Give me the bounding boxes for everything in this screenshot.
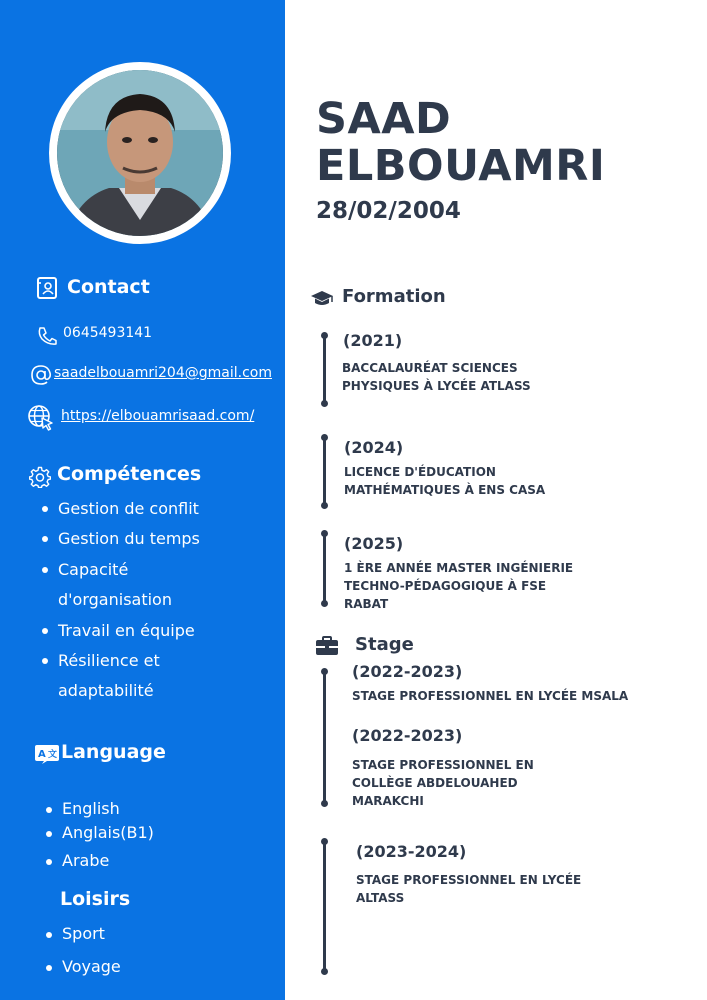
globe-cursor-icon	[27, 404, 55, 436]
briefcase-icon	[315, 636, 339, 660]
timeline-dot	[321, 968, 328, 975]
timeline-dot	[321, 838, 328, 845]
contact-card-icon	[36, 277, 58, 303]
skill-item: Gestion du temps	[38, 524, 258, 554]
full-name	[316, 96, 605, 190]
hobby-item: Sport	[42, 922, 242, 946]
skill-item: Gestion de conflit	[38, 494, 258, 524]
formation-description: BACCALAURÉAT SCIENCES PHYSIQUES À LYCÉE ATLASS	[342, 361, 531, 393]
formation-description: 1 ÈRE ANNÉE MASTER INGÉNIERIE TECHNO-PÉDAGOGIQUE À FSE RABAT	[344, 561, 574, 611]
hobbies-title: Loisirs	[60, 888, 131, 910]
timeline-dot	[321, 434, 328, 441]
timeline-line	[323, 336, 326, 404]
timeline-dot	[321, 332, 328, 339]
skill-item: Capacité d'organisation	[38, 555, 178, 616]
stage-description: STAGE PROFESSIONNEL EN COLLÈGE ABDELOUAHED MARAKCHI	[352, 758, 534, 808]
language-list	[42, 797, 242, 873]
skill-item: Travail en équipe	[38, 616, 258, 646]
language-title: Language	[61, 741, 166, 763]
timeline-dot	[321, 668, 328, 675]
stage-year: (2022-2023)	[352, 662, 463, 681]
profile-photo	[57, 70, 223, 236]
formation-year: (2025)	[344, 534, 404, 553]
timeline-dot	[321, 502, 328, 509]
email-link[interactable]: saadelbouamri204@gmail.com	[54, 365, 272, 381]
stage-year: (2022-2023)	[352, 726, 463, 745]
gear-icon	[29, 466, 51, 492]
hobby-item: Voyage	[42, 955, 242, 979]
timeline-dot	[321, 800, 328, 807]
timeline-dot	[321, 600, 328, 607]
language-item: English	[42, 797, 242, 821]
phone-icon	[36, 325, 58, 351]
website-link[interactable]: https://elbouamrisaad.com/	[61, 408, 255, 424]
stage-description: STAGE PROFESSIONNEL EN LYCÉE MSALA	[352, 689, 629, 703]
svg-text:A: A	[38, 749, 46, 760]
skills-title: Compétences	[57, 463, 202, 485]
timeline-line	[323, 842, 326, 972]
at-sign-icon	[30, 364, 52, 390]
phone-number: 0645493141	[63, 325, 153, 341]
translate-icon	[34, 744, 60, 768]
stage-year: (2023-2024)	[356, 842, 467, 861]
contact-title: Contact	[67, 276, 150, 298]
timeline-line	[323, 438, 326, 506]
formation-title: Formation	[342, 286, 446, 307]
last-name: ELBOUAMRI	[316, 141, 606, 191]
formation-description: LICENCE D'ÉDUCATION MATHÉMATIQUES À ENS CASA	[344, 465, 546, 497]
hobbies-list	[42, 922, 242, 979]
timeline-line	[323, 534, 326, 604]
language-item: Arabe	[42, 849, 242, 873]
timeline-dot	[321, 400, 328, 407]
formation-year: (2021)	[343, 331, 403, 350]
profile-photo-frame	[49, 62, 231, 244]
stage-description: STAGE PROFESSIONNEL EN LYCÉE ALTASS	[356, 873, 582, 905]
formation-year: (2024)	[344, 438, 404, 457]
svg-text:文: 文	[48, 750, 58, 760]
skills-list	[38, 494, 258, 707]
skill-item: Résilience et adaptabilité	[38, 646, 178, 707]
sidebar	[0, 0, 285, 1000]
birth-date: 28/02/2004	[316, 198, 461, 224]
stage-title: Stage	[355, 634, 414, 655]
first-name: SAAD	[316, 94, 452, 144]
timeline-dot	[321, 530, 328, 537]
graduation-cap-icon	[310, 289, 334, 313]
timeline-line	[323, 672, 326, 804]
language-item: Anglais(B1)	[42, 821, 242, 845]
